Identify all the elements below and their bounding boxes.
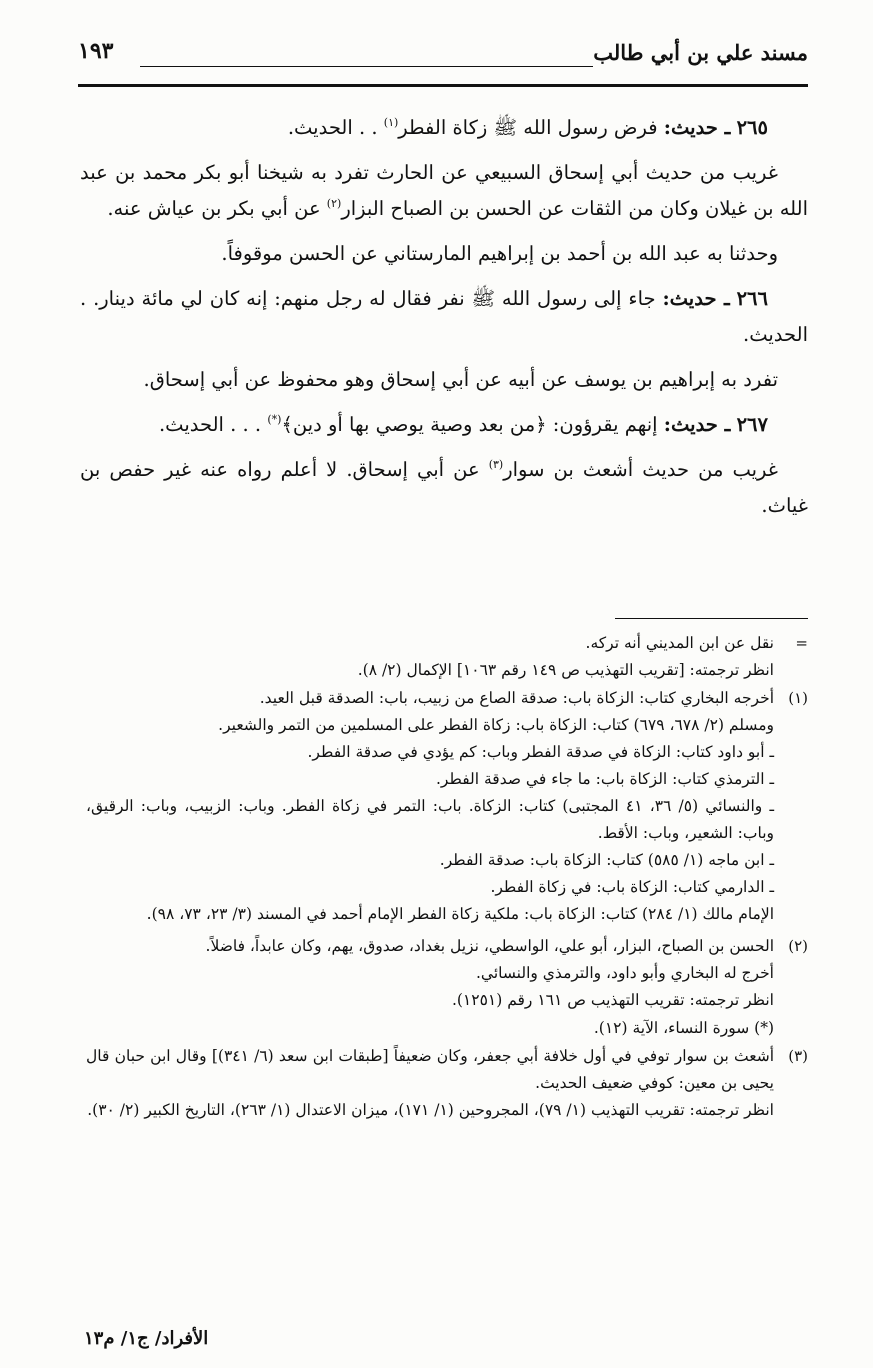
header-line [140, 66, 593, 67]
footnote-line: الحسن بن الصباح، البزار، أبو علي، الواسطي، نزيل بغداد، صدوق، يهم، وكان عابداً، فاضلاً. [205, 937, 774, 955]
footnote-line: ـ الدارمي كتاب: الزكاة باب: في زكاة الفطر. [490, 878, 774, 896]
running-title: مسند علي بن أبي طالب [593, 40, 808, 65]
hadith-label: ـ حديث: [663, 413, 731, 436]
paragraph-text: غريب من حديث أشعث بن سوار [503, 458, 778, 481]
hadith-label: ـ حديث: [662, 287, 730, 310]
footnote-ref[interactable]: (٣) [488, 458, 504, 471]
page-header [78, 40, 808, 76]
footnote-line: ـ ابن ماجه (١/ ٥٨٥) كتاب: الزكاة باب: صدقة الفطر. [439, 851, 774, 869]
hadith-number: ٢٦٧ [736, 413, 768, 436]
footnote-continued [86, 630, 808, 684]
footnote-line: ـ أبو داود كتاب: الزكاة في صدقة الفطر وباب: كم يؤدي في صدقة الفطر. [307, 743, 774, 761]
footnote-line: (*) سورة النساء، الآية (١٢). [593, 1019, 774, 1037]
hadith-text: جاء إلى رسول الله ﷺ نفر فقال له رجل منهم: إنه كان لي مائة دينار. . الحديث. [80, 287, 808, 346]
footnote-marker: (٣) [788, 1047, 808, 1065]
hadith-text: . . الحديث. [287, 116, 378, 139]
commentary-paragraph [80, 155, 808, 227]
footnote-line: انظر ترجمته: [تقريب التهذيب ص ١٤٩ رقم ١٠٦٣] الإكمال (٢/ ٨). [357, 661, 774, 679]
main-text [80, 110, 808, 533]
footnote-line: أخرجه البخاري كتاب: الزكاة باب: صدقة الصاع من زبيب، باب: الصدقة قبل العيد. [259, 689, 774, 707]
footnote-body [86, 685, 774, 928]
hadith-text: . . . الحديث. [158, 413, 262, 436]
paragraph-text: عن أبي بكر بن عياش عنه. [107, 197, 321, 220]
footnote-line: انظر ترجمته: تقريب التهذيب (١/ ٧٩)، المجروحين (١/ ١٧١)، ميزان الاعتدال (١/ ٢٦٣)، التاريخ الكبير (٢/ ٣٠). [87, 1101, 774, 1119]
footnote-ref[interactable]: (*) [267, 413, 282, 426]
footnote-marker: (١) [788, 689, 808, 707]
footnote-star [86, 1015, 808, 1042]
footnote-line: أشعث بن سوار توفي في أول خلافة أبي جعفر، وكان ضعيفاً [طبقات ابن سعد (٦/ ٣٤١)] وقال ابن حبان قال يحيى بن معين: كوفي ضعيف الحديث. [86, 1047, 775, 1092]
hadith-267 [80, 407, 808, 443]
footnote-1 [86, 685, 808, 928]
footnote-ref[interactable]: (١) [383, 116, 399, 129]
paragraph-text: غريب من حديث أبي إسحاق السبيعي عن الحارث تفرد به شيخنا أبو بكر محمد بن عبد الله بن غيلان وكان من الثقات عن الحسن بن الصباح البزار [80, 161, 808, 220]
page-number: ١٩٣ [78, 38, 114, 64]
footnote-line: أخرج له البخاري وأبو داود، والترمذي والنسائي. [475, 964, 774, 982]
hadith-265 [80, 110, 808, 146]
footnote-line: ـ والنسائي (٥/ ٣٦، ٤١ المجتبى) كتاب: الزكاة. باب: التمر في زكاة الفطر. وباب: الزبيب، وباب: الرقيق، وباب: الشعير، وباب: الأقط. [86, 797, 774, 842]
footnote-body [86, 1043, 774, 1124]
commentary-paragraph [80, 452, 808, 524]
header-rule [78, 84, 808, 87]
hadith-266 [80, 281, 808, 353]
commentary-paragraph: تفرد به إبراهيم بن يوسف عن أبيه عن أبي إسحاق وهو محفوظ عن أبي إسحاق. [143, 368, 778, 391]
hadith-text: إنهم يقرؤون: ﴿من بعد وصية يوصي بها أو دين﴾ [281, 413, 658, 436]
footnote-line: الإمام مالك (١/ ٢٨٤) كتاب: الزكاة باب: ملكية زكاة الفطر الإمام أحمد في المسند (٣/ ٢٣، ٧٣، ٩٨). [146, 905, 774, 923]
paragraph-text: عن أبي إسحاق. لا أعلم رواه عنه غير حفص بن غياث. [80, 458, 808, 517]
footnote-body [86, 933, 774, 1014]
footnote-line: نقل عن ابن المديني أنه تركه. [585, 634, 774, 652]
footnote-body [86, 630, 774, 684]
footnote-ref[interactable]: (٢) [326, 197, 342, 210]
hadith-text: فرض رسول الله ﷺ زكاة الفطر [398, 116, 658, 139]
footnote-3 [86, 1043, 808, 1124]
commentary-paragraph: وحدثنا به عبد الله بن أحمد بن إبراهيم المارستاني عن الحسن موقوفاً. [221, 242, 778, 265]
footnote-separator [615, 618, 808, 619]
hadith-number: ٢٦٦ [736, 287, 768, 310]
footnote-marker: (٢) [788, 937, 808, 955]
footnote-line: ومسلم (٢/ ٦٧٨، ٦٧٩) كتاب: الزكاة باب: زكاة الفطر على المسلمين من التمر والشعير. [218, 716, 774, 734]
signature-mark: الأفراد/ ج١/ م١٣ [84, 1328, 209, 1349]
footnotes [86, 630, 808, 1125]
footnote-marker [774, 1015, 808, 1042]
footnote-line: ـ الترمذي كتاب: الزكاة باب: ما جاء في صدقة الفطر. [436, 770, 774, 788]
hadith-number: ٢٦٥ [736, 116, 768, 139]
footnote-marker: = [795, 634, 808, 652]
footnote-2 [86, 933, 808, 1014]
footnote-line: انظر ترجمته: تقريب التهذيب ص ١٦١ رقم (١٢٥١). [451, 991, 774, 1009]
hadith-label: ـ حديث: [663, 116, 731, 139]
footnote-body [86, 1015, 774, 1042]
